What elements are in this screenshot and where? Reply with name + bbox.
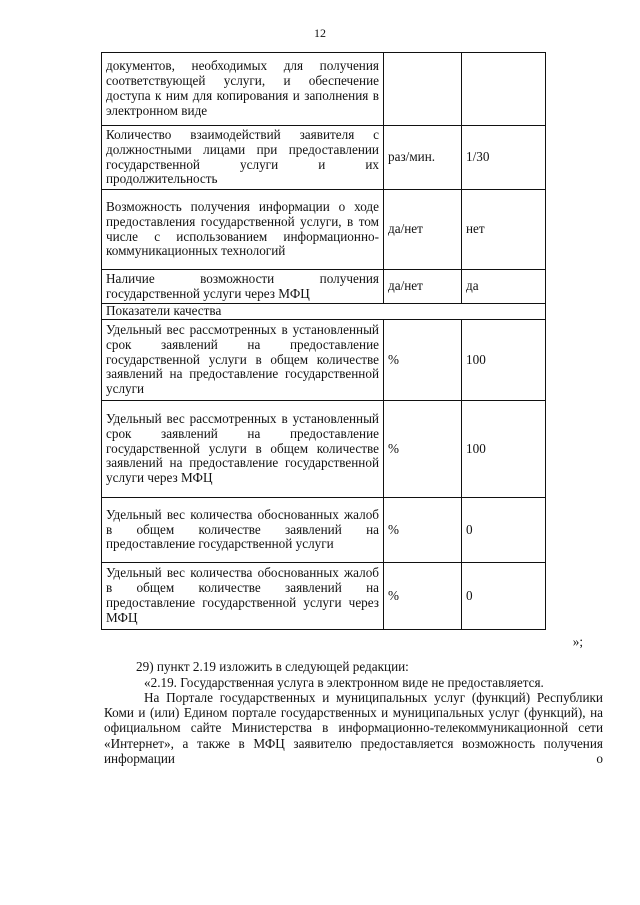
indicator-name: Удельный вес рассмотренных в установленный срок заявлений на предоставление государственной услуги в общем количестве заявлений на предоставление государственной услуги <box>102 320 384 401</box>
indicator-name: Наличие возможности получения государственной услуги через МФЦ <box>102 270 384 304</box>
indicator-name: Удельный вес количества обоснованных жалоб в общем количестве заявлений на предоставление государственной услуги <box>102 498 384 563</box>
paragraph: «2.19. Государственная услуга в электронном виде не предоставляется. <box>144 674 544 690</box>
indicator-unit: да/нет <box>384 270 462 304</box>
table-row <box>102 190 546 270</box>
indicator-unit: % <box>384 320 462 401</box>
indicator-value: 0 <box>462 563 546 630</box>
indicator-value: 0 <box>462 498 546 563</box>
document-body <box>0 634 640 766</box>
indicator-name: Количество взаимодействий заявителя с должностными лицами при предоставлении государственной услуги и их продолжительность <box>102 126 384 190</box>
indicators-table <box>101 52 546 630</box>
indicator-unit <box>384 53 462 126</box>
table-row <box>102 270 546 304</box>
indicator-name: Удельный вес количества обоснованных жалоб в общем количестве заявлений на предоставление государственной услуги через МФЦ <box>102 563 384 630</box>
indicator-value: 1/30 <box>462 126 546 190</box>
indicator-value: 100 <box>462 401 546 498</box>
table-row <box>102 53 546 126</box>
indicator-value: да <box>462 270 546 304</box>
paragraph: На Портале государственных и муниципальных услуг (функций) Республики Коми и (или) Едином портале государственных и муниципальных услуг (функций), на официальном сайте Министерства в информационно-телекоммуникационной сети «Интернет», а также в МФЦ заявителю предоставляется возможность получения информации о <box>104 689 603 767</box>
closing-quote: »; <box>572 634 583 649</box>
table-row <box>102 320 546 401</box>
indicator-unit: раз/мин. <box>384 126 462 190</box>
table-row <box>102 563 546 630</box>
indicator-value: 100 <box>462 320 546 401</box>
page-number: 12 <box>314 26 326 40</box>
section-title: Показатели качества <box>102 304 546 320</box>
indicator-unit: да/нет <box>384 190 462 270</box>
table-row <box>102 126 546 190</box>
indicator-value: нет <box>462 190 546 270</box>
indicator-name: Возможность получения информации о ходе предоставления государственной услуги, в том числе с использованием информационно-коммуникационных технологий <box>102 190 384 270</box>
table-row <box>102 401 546 498</box>
indicator-name: Удельный вес рассмотренных в установленный срок заявлений на предоставление государственной услуги в общем количестве заявлений на предоставление государственной услуги через МФЦ <box>102 401 384 498</box>
indicator-unit: % <box>384 563 462 630</box>
indicator-unit: % <box>384 401 462 498</box>
table-row <box>102 498 546 563</box>
indicator-value <box>462 53 546 126</box>
indicator-name: документов, необходимых для получения соответствующей услуги, и обеспечение доступа к ним для копирования и заполнения в электронном виде <box>102 53 384 126</box>
section-row <box>102 304 546 320</box>
amendment-item: 29) пункт 2.19 изложить в следующей редакции: <box>136 659 409 675</box>
indicator-unit: % <box>384 498 462 563</box>
